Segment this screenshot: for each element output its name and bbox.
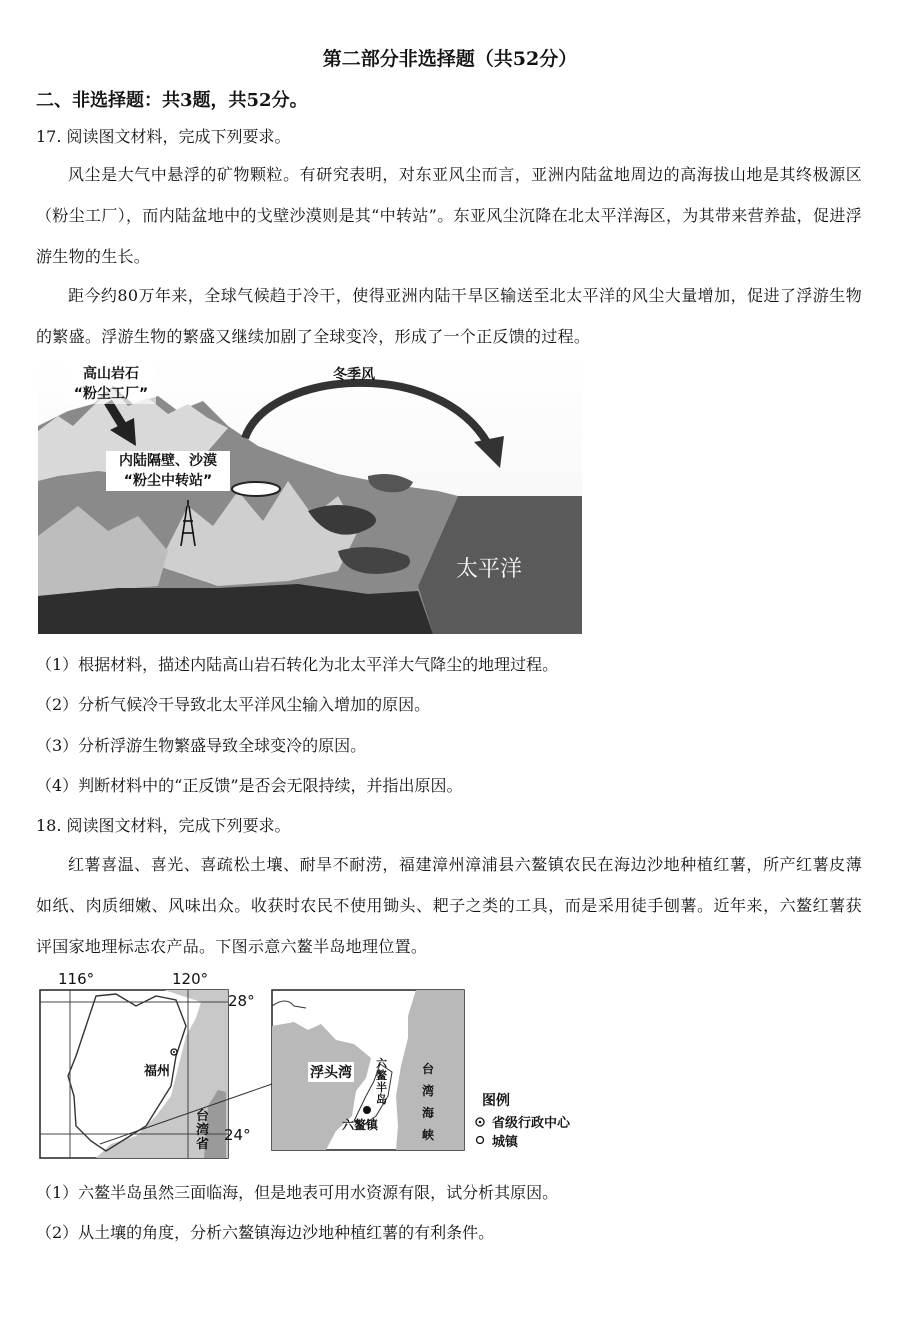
rock-label-line-1: 高山岩石 [83,366,139,382]
dust-cloud [232,482,280,496]
lon-116-label: 116° [58,970,95,988]
q18-paragraph-1: 红薯喜温、喜光、喜疏松土壤、耐旱不耐涝，福建漳州漳浦县六鳌镇农民在海边沙地种植红薯，所产红薯皮薄如纸、肉质细嫩、风味出众。收获时农民不使用锄头、耙子之类的工具，而是采用徒手刨薯。近年来，六鳌红薯获评国家地理标志农产品。下图示意六鳌半岛地理位置。 [36,855,862,956]
peninsula-char-2: 鳌 [376,1069,387,1082]
strait-char-2: 湾 [422,1084,435,1098]
part-heading: 二、非选择题：共3题，共52分。 [36,90,308,111]
legend-town-label: 城镇 [492,1135,519,1150]
taiwan-char-2: 湾 [196,1123,210,1138]
section-title: 第二部分非选择题（共52分） [322,48,578,70]
q18-stem: 18. 阅读图文材料，完成下列要求。 [36,816,291,835]
legend-title: 图例 [482,1093,510,1109]
rock-label-line-2: “粉尘工厂” [73,386,149,402]
lat-24-label: 24° [224,1126,251,1144]
lat-28-label: 28° [228,992,255,1010]
strait-char-3: 海 [422,1106,435,1120]
strait-label [422,1058,436,1146]
peninsula-char-4: 岛 [376,1093,387,1106]
peninsula-char-3: 半 [376,1081,387,1094]
dust-figure [38,356,582,634]
legend-capital-label: 省级行政中心 [492,1116,571,1131]
q18-sub-2: （2）从土壤的角度，分析六鳌镇海边沙地种植红薯的有利条件。 [36,1223,495,1242]
legend-capital-dot [479,1121,482,1124]
strait-char-1: 台 [422,1062,435,1076]
strait-char-4: 峡 [422,1128,435,1142]
taiwan-label [196,1110,212,1152]
ocean-label: 太平洋 [456,557,523,582]
location-map [36,966,596,1162]
taiwan-char-1: 台 [196,1109,210,1124]
q17-sub-1: （1）根据材料，描述内陆高山岩石转化为北太平洋大气降尘的地理过程。 [36,655,559,674]
q18-sub-1: （1）六鳌半岛虽然三面临海，但是地表可用水资源有限，试分析其原因。 [36,1183,559,1202]
peninsula-char-1: 六 [376,1057,387,1070]
rock-label [66,364,156,404]
peninsula-label [376,1058,388,1106]
gobi-label [106,451,230,491]
lon-120-label: 120° [172,970,209,988]
q17-paragraph-2: 距今约80万年来，全球气候趋于冷干，使得亚洲内陆干旱区输送至北太平洋的风尘大量增加，促进了浮游生物的繁盛。浮游生物的繁盛又继续加剧了全球变冷，形成了一个正反馈的过程。 [36,286,862,346]
q17-sub-4: （4）判断材料中的“正反馈”是否会无限持续，并指出原因。 [36,776,463,795]
q17-stem: 17. 阅读图文材料，完成下列要求。 [36,127,291,146]
q17-sub-3: （3）分析浮游生物繁盛导致全球变冷的原因。 [36,736,367,755]
futou-bay-label: 浮头湾 [308,1062,354,1082]
fuzhou-marker-dot [173,1051,175,1053]
q17-paragraph-1: 风尘是大气中悬浮的矿物颗粒。有研究表明，对东亚风尘而言，亚洲内陆盆地周边的高海拔山地是其终极源区（粉尘工厂），而内陆盆地中的戈壁沙漠则是其“中转站”。东亚风尘沉降在北太平洋海区，为其带来营养盐，促进浮游生物的生长。 [36,165,862,266]
gobi-label-line-1: 内陆隔壁、沙漠 [119,453,217,469]
q17-sub-2: （2）分析气候冷干导致北太平洋风尘输入增加的原因。 [36,695,431,714]
fuzhou-label: 福州 [144,1064,171,1079]
taiwan-char-3: 省 [196,1137,210,1152]
wind-label: 冬季风 [333,367,375,383]
liuao-town-marker-icon [363,1106,371,1114]
legend-town-icon [477,1137,484,1144]
gobi-label-line-2: “粉尘中转站” [123,473,213,489]
liuao-town-label: 六鳌镇 [342,1118,379,1132]
